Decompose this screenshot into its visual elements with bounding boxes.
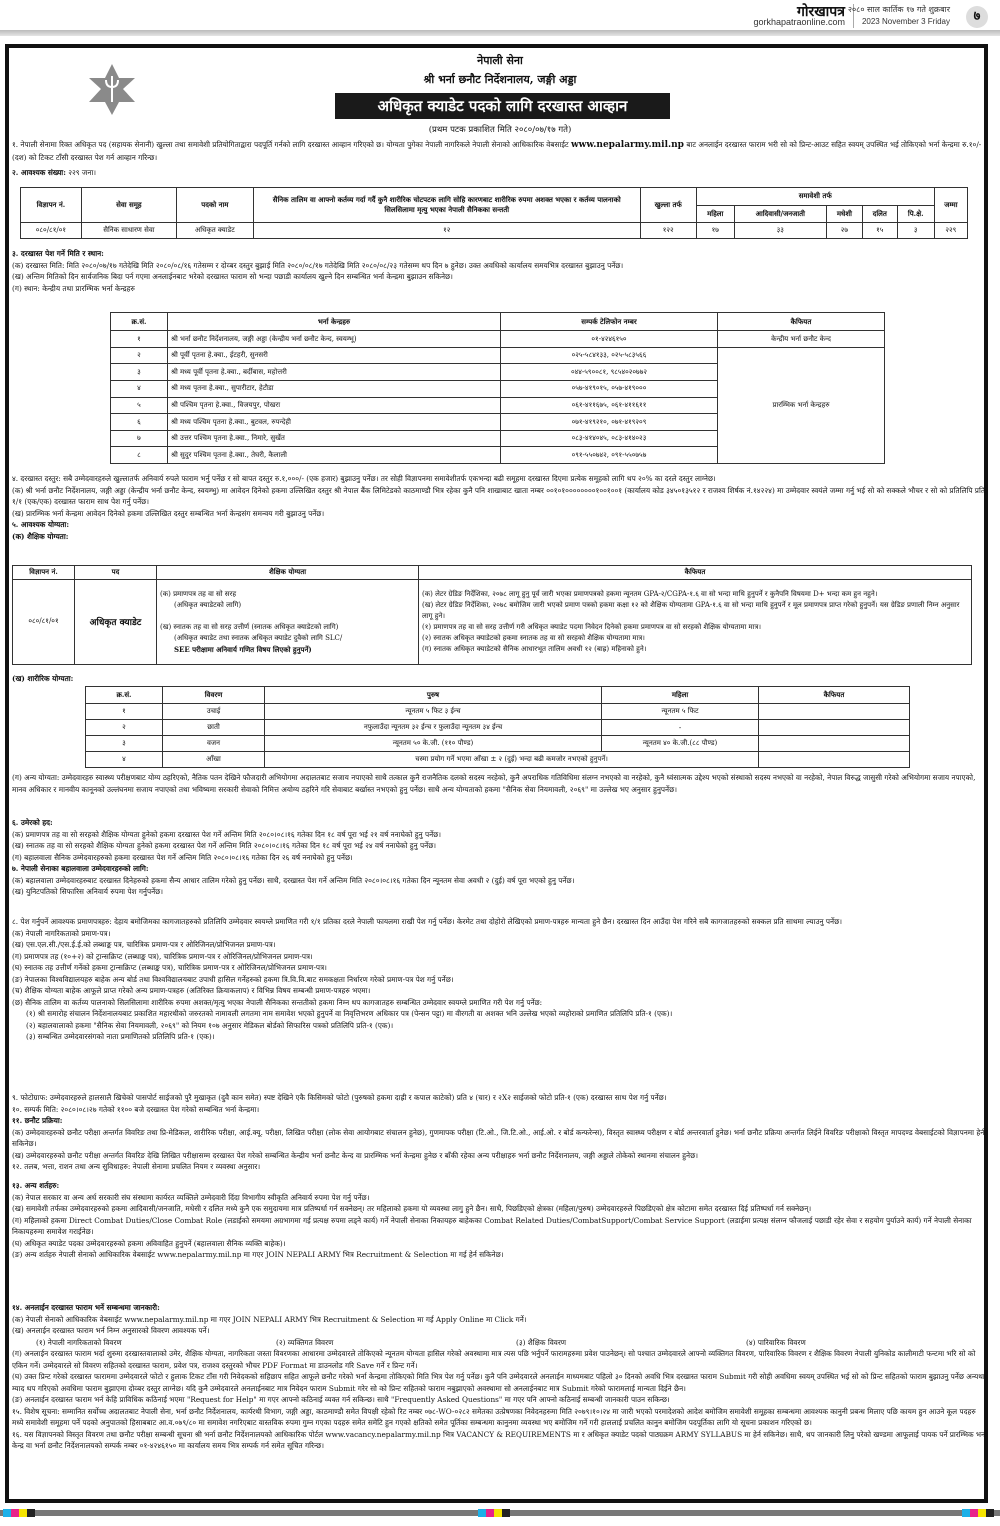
col-header: विवरण (163, 687, 265, 704)
section-2: २. आवश्यक संख्या: २२९ जना। (12, 168, 97, 177)
table-row: ३ श्री मध्य पूर्वी पृतना हे.क्वा., बर्दीबास, महोत्तरी ०४४-५९००८१, ९८५४०२०७७२ (111, 364, 885, 381)
sub-header: दलित (862, 205, 897, 223)
newspaper-url[interactable]: gorkhapatraonline.com (753, 17, 845, 27)
section-5-other: (ग) अन्य योग्यता: उम्मेदवारहरु स्वास्थ्य परीक्षणबाट योग्य ठहरिएको, नैतिक पतन देखिने फौजदारी अभियोगमा अदालतबाट सजाय नपाएको साथै तत्काल कुनै राजनैतिक दलको सदस्य नरहेको, कुनै अपराधिक गतिविधिमा संलग्न नभएको वा नरहेको, कुनै ध्वंसात्मक उद्देश्य भएको संस्थाको सदस्य नभएको वा नरहेको, नेपाल विरुद्ध जासुसी गरेको अभियोगमा सजाय नपाएको, मानव अधिकार र मानवीय कानूनको उल्लंघनमा सजाय नपाएको तथा भविष्यमा सरकारी सेवाको निमित्त अयोग्य ठहरिने गरि सेवाबाट बर्खास्त नभएको हुनु पर्नेछ। साथै अन्य योग्यताको हकमा "सैनिक सेवा नियमावली, २०६९" मा उल्लेख भए अनुसार हुनुपर्नेछ। (12, 773, 976, 794)
sub-header: पि.क्षे. (897, 205, 934, 223)
col-header: समावेशी तर्फ (696, 188, 934, 206)
newspaper-name: गोरखापत्र (797, 4, 845, 20)
color-registration-marks (962, 1509, 994, 1517)
vacancy-table (20, 187, 968, 239)
page-number: ७ (966, 6, 988, 28)
col-header: पदको नाम (177, 188, 254, 223)
table-row: ४ श्री मध्य पृतना हे.क्वा., सुपारीटार, हेटौडा ०५७-४१९०१५, ०५७-४१९००० (111, 381, 885, 398)
col-header: जम्मा (934, 188, 967, 223)
table-row: २ छाती नफुलाउँदा न्यूनतम ३२ ईन्च र फुलाउँदा न्यूनतम ३४ ईन्च - (86, 720, 910, 736)
col-header: खुल्ला तर्फ (640, 188, 696, 223)
section-9-12: ९. फोटोग्राफ: उम्मेदवारहरुले हालसालै खिचेको पासपोर्ट साईजको पुरै मुखाकृत (दुवै कान समेत) स्पष्ट देखिने एकै किसिमको फोटो (पुरुषको हकमा दाह्री र कपाल काटेको) प्रति ४ (चार) र २X२ साईजको फोटो प्रति-१ (एक) दरखास्त साथ पेश गर्नु पर्नेछ। १०. सम्पर्क मिति: २०८०।०८।२७ गतेको ११०० बजे दरखास्त पेश गरेको सम्बन्धित भर्ना केन्द्रमा। ११. छनौट प्रक्रिया: (क) उम्मेदवारहरुको छनौट परीक्षा अन्तर्गत विवरिङ तथा प्रि-मेडिकल, शारीरिक परीक्षा, आई.क्यू. परीक्षा, लिखित परीक्षा (लोक सेवा आयोगबाट संचालन हुनेछ), गुणमापक परीक्षा (टि.ओ., जि.टि.ओ., आई.ओ. र बोर्ड कन्फरेन्स), विस्तृत स्वास्थ्य परीक्षण र बोर्ड अन्तरवार्ता हुनेछ। भर्ना छनौट प्रक्रिया अन्तर्गत लिईने विवरिङ परीक्षाको विस्तृत मापदण्ड वेबसाईटको विज्ञापनमा हेर्न सकिनेछ। (ख) उम्मेदवारहरुको छनौट परीक्षा अन्तर्गत विवरिङ देखि लिखित परीक्षासम्म दरखास्त पेश गरेको सम्बन्धित केन्द्रीय भर्ना छनौट केन्द वा प्रारम्भिक भर्ना केन्द्रमा हुनेछ र बाँकी रहेका अन्य परीक्षाहरु भर्ना छनौट निर्देशनालय, जङ्गी अड्डाले तोकेको स्थानमा संचालन हुनेछ। १२. तलब, भत्ता, राशन तथा अन्य सुविधाहरु: नेपाली सेनामा प्रचलित नियम र व्यवस्था अनुसार। (12, 1093, 985, 1171)
department-name: श्री भर्ना छनौट निर्देशनालय, जङ्गी अड्डा (423, 73, 577, 86)
col-header: विज्ञापन नं. (13, 566, 75, 580)
col-header: सेवा समूह (81, 188, 176, 223)
section-13: १३. अन्य शर्तहरु: (क) नेपाल सरकार वा अन्य अर्ध सरकारी संघ संस्थामा कार्यरत व्यक्तिले उम्मेदवारी दिंदा विभागीय स्वीकृति अनिवार्य रुपमा पेश गर्नु पर्नेछ। (ख) समावेशी तर्फका उम्मेदवारहरुको हकमा आदिवासी/जनजाति, मधेसी र दलित मध्ये कुनै एक समुदायमा मात्र प्रतिष्पर्धा गर्न सक्नेछन्। तर महिलाको हकमा यो व्यवस्था लागु हुने छैन। साथै, पिछडिएको क्षेत्रका (महिला/पुरुष) उम्मेदवारहरुले पिछडिएको क्षेत्र कोटामा समेत दरखास्त दिई प्रतिष्पर्धा गर्न सक्नेछन्। (ग) महिलाको हकमा Direct Combat Duties/Close Combat Role (लडाईको समयमा अग्रभागमा गई प्रत्यक्ष रुपमा लड्ने कार्य) गर्ने नेपाली सेनाका निकायहरु बाहेकका Combat Related Duties/CombatSupport/Combat Service Support (लडाईमा प्रत्यक्ष संलग्न फौजलाई पछाडी रहेर सेवा र सहयोग पुर्याउने कार्य) गर्ने नेपाली सेनाका निकायहरुमा समावेश गराईनेछ। (घ) अधिकृत क्याडेट पदका उम्मेदवारहरुको हकमा अविवाहित हुनुपर्ने (बहालवाला सैनिक व्यक्ति बाहेक)। (ङ) अन्य शर्तहरु नेपाली सेनाको आधिकारिक वेबसाईट www.nepalarmy.mil.np मा गएर JOIN NEPALI ARMY भित्र Recruitment & Selection मा गई हेर्न सकिनेछ। (12, 1181, 972, 1259)
physical-table (85, 686, 910, 768)
website-link[interactable]: www.nepalarmy.mil.np (570, 140, 684, 150)
table-row: ६ श्री मध्य पश्चिम पृतना हे.क्वा., बुटवल, रुपन्देही ०७१-४१९२१०, ०७१-४१९२०९ (111, 414, 885, 431)
col-header: कैफियत (419, 566, 972, 580)
recruitment-centers-table (110, 312, 885, 464)
org-name: नेपाली सेना (477, 54, 523, 67)
table-row: ५ श्री पश्चिम पृतना हे.क्वा., विजयपुर, पोखरा ०६१-४११६७५, ०६१-४११६११ (111, 397, 885, 414)
table-row: ३ वजन न्यूनतम ५० के.जी. (११० पौण्ड) न्यूनतम ४० के.जी.(८८ पौण्ड) (86, 736, 910, 752)
col-header: भर्ना केन्द्रहरु (168, 313, 501, 331)
top-rule (0, 30, 1000, 36)
col-header: क्र.सं. (111, 313, 168, 331)
section-8: ८. पेश गर्नुपर्ने आवश्यक प्रमाणपत्रहरु: देहाय बमोजिमका कागजातहरुको प्रतिलिपि उम्मेदवार स्वयम्ले प्रमाणित गरी १/१ प्रतिका दरले नेपाली फायलमा राखी पेश गर्नु पर्नेछ। केरमेट तथा दोहोरो लेखिएको प्रमाण-पत्रहरु मान्यता हुने छैन। दरखास्त दिन आउँदा पेश गरिने सबै कागजातहरुको सक्कल प्रति साथमा ल्याउनु पर्नेछ। (क) नेपाली नागरिकताको प्रमाण-पत्र। (ख) एस.एल.सी./एस.ई.ई.को लब्धाङ्क पत्र, चारित्रिक प्रमाण-पत्र र ओरिजिनल/प्रोभिजनल प्रमाण-पत्र। (ग) प्रमाणपत्र तह (१०+२) को ट्रान्सक्रिप्ट (लब्धाङ्क पत्र), चारित्रिक प्रमाण-पत्र र ओरिजिनल/प्रोभिजनल प्रमाण-पत्र। (घ) स्नातक तह उत्तीर्ण गर्नेको हकमा ट्रान्सक्रिप्ट (लब्धाङ्क पत्र), चारित्रिक प्रमाण-पत्र र ओरिजिनल/प्रोभिजनल प्रमाण-पत्र। (ङ) नेपालका विश्वविद्यालयहरु बाहेक अन्य बोर्ड तथा विश्वविद्यालयबाट उपाधी हासिल गर्नेहरुको हकमा त्रि.वि.वि.बाट समकक्षता निर्धारण गरेको प्रमाण-पत्र पेश गर्नु पर्नेछ। (च) शैक्षिक योग्यता बाहेक आफूले प्राप्त गरेको अन्य प्रमाण-पत्रहरु (अतिरिक्त क्रियाकलाप) र विभिन्न विषय सम्बन्धी प्रमाण-पत्रहरु भएमा। (छ) सैनिक तालिम वा कर्तव्य पालनाको सिलसिलामा शारीरिक रुपमा अशक्त/मृत्यु भएका नेपाली सैनिकका सन्ततीको हकमा निम्न थप कागजातहरु सम्बन्धित उम्मेदवार स्वयम्ले प्रमाणित गरी पेश गर्नु पर्नेछ: (१) श्री समारोह संचालन निर्देशनालयबाट प्रकाशित महारथीको जरुरतको नामावली लगतमा नाम समावेश भएको हुनुपर्ने वा निवृत्तिभरण अधिकार पत्र (पेन्सन पट्टा) मा वीरगती वा अशक्त भनि उल्लेख भएको व्यहोराको प्रमाणित प्रतिलिपि प्रति-१ (एक)। (२) बहालवालाको हकमा "सैनिक सेवा नियमावली, २०६९" को नियम १०७ अनुसार मेडिकल बोर्डको सिफारिस पत्रको प्रतिलिपि प्रति-१ (एक)। (३) सम्बन्धित उम्मेदवारसंगको नाता प्रमाणितको प्रतिलिपि प्रति-१ (एक)। (12, 917, 842, 1041)
first-published: (प्रथम पटक प्रकाशित मिति २०८०/०७/१७ गते) (428, 125, 572, 135)
col-header: कैफियत (759, 687, 910, 704)
section-4: ४. दरखास्त दस्तुर: सबै उम्मेदवारहरुले खुल्लातर्फ अनिवार्य रुपले फाराम भर्नु पर्नेछ र सो बापत दस्तुर रु.१,०००/- (एक हजार) बुझाउनु पर्नेछ। तर सोही विज्ञापनमा समावेशीतर्फ एकभन्दा बढी समूहमा दरखास्त दिएमा प्रत्येक समूहको लागि थप २०% का दरले दस्तुर लाग्नेछ। (क) श्री भर्ना छनौट निर्देशनालय, जङ्गी अड्डा (केन्द्रीय भर्ना छनौट केन्द, स्वयम्भु) मा आवेदन दिनेको हकमा उल्लिखित दस्तुर श्री नेपाल बैंक लिमिटेडको काठमाण्डौ भित्र रहेका कुनै पनि शाखाबाट खाता नम्बर ००१०१००००००००१००१००१ (कार्यालय कोड ३४५०१३५१२ र राजश्व शिर्षक नं.१४२२४) मा उम्मेदवार स्वयंले जम्मा गर्नु भई सो को सक्कले भौचर र सो को प्रतिलिपि प्रति १/१ (एक/एक) दरखास्त फाराम साथ पेश गर्नु पर्नेछ। (ख) प्रारम्भिक भर्ना केन्द्रमा आवेदन दिनेको हकमा उल्लिखित दस्तुर सम्बन्धित भर्ना केन्द्रसंग समन्वय गरी बुझाउनु पर्नेछ। ५. आवश्यक योग्यता: (क) शैक्षिक योग्यता: (12, 474, 985, 541)
table-row: ८ श्री सुदुर पश्चिम पृतना हे.क्वा., तेघरी, कैलाली ०९१-५५०७४२, ०९१-५५०७५७ (111, 447, 885, 464)
table-row: ४ आँखा चस्मा प्रयोग गर्ने भएमा आँखा ± २ (दुई) भन्दा बढी कमजोर नभएको हुनुपर्ने। (86, 752, 910, 768)
col-header: विज्ञापन नं. (21, 188, 82, 223)
table-row: १ श्री भर्ना छनौट निर्देशनालय, जङ्गी अड्डा (केन्द्रीय भर्ना छनौट केन्द, स्वयम्भू) ०१-४२४६१५० केन्द्रीय भर्ना छनौट केन्द (111, 331, 885, 348)
col-header: महिला (602, 687, 759, 704)
section-6-7: ६. उमेरको हद: (क) प्रमाणपत्र तह वा सो सरहको शैक्षिक योग्यता हुनेको हकमा दरखास्त पेश गर्ने अन्तिम मिति २०८०।०८।१६ गतेका दिन १८ वर्ष पूरा भई २१ वर्ष ननाघेको हुनु पर्नेछ। (ख) स्नातक तह वा सो सरहको शैक्षिक योग्यता हुनेको हकमा दरखास्त पेश गर्ने अन्तिम मिति २०८०।०८।१६ गतेका दिन १८ वर्ष पूरा भई २४ वर्ष ननाघेको हुनु पर्नेछ। (ग) बहालवाला सैनिक उम्मेदवारहरुको हकमा दरखास्त पेश गर्ने अन्तिम मिति २०८०।०८।१६ गतेका दिन २६ वर्ष ननाघेको हुनु पर्नेछ। ७. नेपाली सेनाका बहालवाला उम्मेदवारहरुको लागि: (क) बहालवाला उम्मेदवारहरुबाट दरखास्त दिनेहरुको हकमा सैन्य आधार तालिम गरेको हुनु पर्नेछ। साथै, दरखास्त पेश गर्ने अन्तिम मिति २०८०।०८।१६ गतेका दिन न्यूनतम सेवा अवधी २ (दुई) वर्ष पूरा भएको हुनु पर्नेछ। (ख) युनिटपतिको सिफारिस अनिवार्य रुपमा पेश गर्नुपर्नेछ। (12, 818, 575, 896)
section-3: ३. दरखास्त पेश गर्ने मिति र स्थान: (क) दरखास्त मिति: मिति २०८०/०७/१७ गतेदेखि मिति २०८०/०८/१६ गतेसम्म र दोव्बर दस्तुर बुझाई मिति २०८०/०८/१७ गतेदेखि मिति २०८०/०८/२३ गतेसम्म थप दिन ७ हुनेछ। उक्त अवधिको कार्यालय समयभित्र दरखास्त बुझाउनु पर्नेछ। (ख) अन्तिम मितिको दिन सार्वजनिक बिदा पर्न गएमा अनलाईनबाट भरेको दरखास्त फाराम सो भन्दा पछाडी कार्यालय खुल्ने दिन सम्बन्धित भर्ना केन्द्रमा बुझाउन सकिनेछ। (ग) स्थान: केन्द्रीय तथा प्रारम्भिक भर्ना केन्द्रहरु (12, 249, 624, 293)
education-table (12, 565, 972, 665)
col-header: सम्पर्क टेलिफोन नम्बर (501, 313, 718, 331)
table-row: २ श्री पूर्वी पृतना हे.क्वा., ईटहरी, सुनसरी ०२५-५८४१३३, ०२५-५८३५६६ प्रारम्भिक भर्ना केन्द्रहरु (111, 347, 885, 364)
col-header: शैक्षिक योग्यता (157, 566, 419, 580)
section-1: १. नेपाली सेनामा रिक्त अधिकृत पद (सहायक सेनानी) खुल्ला तथा समावेशी प्रतियोगिताद्वारा पदपूर्ति गर्नको लागि दरखास्त आव्हान गरिएको छ। योग्यता पुगेका नेपाली नागरिकले नेपाली सेनाको आधिकारिक वेबसाईट www.nepalarmy.mil.np बाट अनलाईन दरखास्त फाराम भरी सो को प्रिन्ट-आउट सहित स्वयम् उपस्थित भई तोकिएको भर्ना केन्द्रमा रु.१०/- (दश) को टिकट टाँसी दरखास्त पेश गर्न आव्हान गरिन्छ। (12, 140, 982, 162)
col-header: कैफियत (718, 313, 885, 331)
col-header: पुरुष (265, 687, 602, 704)
col-header: सैनिक तालिम वा आफ्नो कर्तव्य गर्दा गर्दै कुनै शारीरिक चोटपटक लागि सोहि कारणबाट शारीरिक रुपमा अशक्त भएका र कर्तव्य पालनाको सिलसिलामा मृत्यु भएका नेपाली सैनिकका सन्तती (253, 188, 640, 223)
section-14: १४. अनलाईन दरखास्त फाराम भर्ने सम्बन्धमा जानकारी: (क) नेपाली सेनाको आधिकारिक वेबसाईट www.nepalarmy.mil.np मा गएर JOIN NEPALI ARMY भित्र Recruitment & Selection मा गई Apply Online मा Click गर्ने। (ख) अनलाईन दरखास्त फाराम भर्न निम्न अनुसारको विवरण आवश्यक पर्ने। (१) नेपाली नागरिकताको विवरण (२) व्यक्तिगत विवरण (३) शैक्षिक विवरण (४) पारिवारिक विवरण (ग) अनलाईन दरखास्त फाराम भर्दा शुरुमा दरखास्तवालाको उमेर, शैक्षिक योग्यता, नागरिकता जस्ता विवरणका आधारमा उम्मेदवारले तोकिएको न्यूनतम योग्यता हासिल गरेको अवस्थामा मात्र त्यस पछि भर्नुपर्ने फारामहरुमा प्रवेश पाउनेछन्। सो पश्चात उम्मेदवारले आफ्नो व्यक्तिगत विवरण, पारिवारिक विवरण र शैक्षिक विवरण नेपाली युनिकोड कालीमाटी फन्टमा भरि सो को एकिन गर्ने। उम्मेदवारले सो विवरण सहितको दरखास्त फाराम, प्रवेश पत्र, राजश्व दस्तुरको भौचर PDF Format मा डाउनलोड गरि Save गर्ने र प्रिन्ट गर्ने। (घ) उक्त प्रिन्ट गरेको दरखास्त फाराममा उम्मेदवारले फोटो र हुलाक टिकट टाँस गरी निवेदकको सहिछाप सहित आफूले छनौट गरेको भर्ना केन्द्रमा तोकिएको मिति भित्र पेश गर्नु पर्नेछ। कुनै पनि उम्मेदवारले अनलाईन माध्यमबाट पहिलो ३० दिनको अवधि भित्र दरखास्त फाराम Submit गरी सोही अवधिमा स्वयम् उपस्थित भई सो को प्रिन्ट सहितको फाराम बुझाउनु पर्नेछ अन्यथा म्याद थप गरिएको अवधिमा फाराम बुझाएमा दोव्बर दस्तुर लाग्नेछ। यदि कुनै उम्मेदवारले अनलाईनबाट मात्र निवेदन फाराम Submit गरेर सो को प्रिन्ट सहितको फाराम नबुझाएको अवस्थामा सो अनलाईनबाट मात्र Submit गरेको फारामलाई मान्यता दिईने छैन। (ङ) अनलाईन दरखास्त फाराम भर्न केहि प्राविधिक कठिनाई भएमा "Request for Help" मा गएर आफ्नो कठिनाई व्यक्त गर्न सकिन्छ। साथै "Frequently Asked Questions" मा गएर पनि आफ्नो कठिनाई सम्बन्धी जानकारी पाउन सकिन्छ। १५. विशेष सूचना: सम्मानित सर्वोच्च अदालतबाट नेपाली सेना, भर्ना छनौट निर्देशनालय, कार्यरथी विभाग, जङ्गी अड्डा, काठमाण्डौ समेत विपक्षी रहेको रिट नम्बर ०७८-WO-०२८२ समेतका उत्प्रेषणका निवेदनहरुमा मिति २०७९।१०।२४ मा जारी भएको परमादेशको आदेश बमोजिम समावेशी समूहका सम्बन्धमा आवश्यक कानुनी प्रबन्ध मिलाए पछि कायम हुन आउने कूल पदहरु मध्ये समावेशी समूहमा पर्ने पदको अनुपातको हिसाबबाट आ.व.०७९/८० मा समावेश नगरिएबाट वास्तविक रुपमा गुम्न गएका पदहरु समेत समेटि हुन गएको क्षतिको समेत पूर्तिका सम्बन्धमा कानुनमा व्यवस्था भए बमोजिम गर्ने गरी हाललाई प्रचलित कानुन बमोजिम पदपूर्तिका लागि यो सूचना प्रकाशन गरिएको छ। १६. यस विज्ञापनको विस्तृत विवरण तथा छनौट परीक्षा सम्बन्धी सूचना श्री भर्ना छनौट निर्देशनालयको आधिकारिक पोर्टल www.vacancy.nepalarmy.mil.np भित्र VACANCY & REQUIREMENTS मा र अधिकृत क्याडेट पदको पाठ्यक्रम ARMY SYLLABUS मा हेर्न सकिनेछ। साथै, थप जानकारी लिनु परेको खण्डमा आफूलाई पायक पर्ने प्रारम्भिक भर्ना केन्द्र वा भर्ना छनौट निर्देशनालयको सम्पर्क नम्बर ०१-४२४६१५० मा कार्यालय समय भित्र सम्पर्क गर्न समेत सूचित गरिन्छ। (12, 1303, 987, 1450)
sub-header: आदिवासी/जनजाती (734, 205, 826, 223)
masthead (0, 0, 1000, 30)
table-row: ७ श्री उत्तर पश्चिम पृतना हे.क्वा., निमारे, सुर्खेत ०८३-४१४०४५, ०८३-४१४०२३ (111, 430, 885, 447)
color-registration-marks (478, 1509, 510, 1517)
color-registration-marks (3, 1509, 35, 1517)
table-row: १ उचाई न्यूनतम ५ फिट ३ ईन्च न्यूनतम ५ फिट (86, 704, 910, 720)
nepal-army-emblem-icon (85, 62, 139, 116)
date-english: 2023 November 3 Friday (861, 17, 950, 26)
sub-header: महिला (696, 205, 734, 223)
table-row: ०८०/८१/०१ अधिकृत क्याडेट (क) प्रमाणपत्र तह वा सो सरह (अधिकृत क्याडेटको लागि) (ख) स्नातक तह वा सो सरह उत्तीर्ण (स्नातक अधिकृत क्याडेटको लागि) (अधिकृत क्याडेट तथा स्नातक अधिकृत क्याडेट दुवैको लागि SLC/ SEE परीक्षामा अनिवार्य गणित विषय लिएको हुनुपर्ने) (क) लेटर ग्रेडिङ निर्देशिका, २०७८ लागू हुनु पूर्व जारी भएका प्रमाणपत्रको हकमा न्यूनतम GPA-२/CGPA-१.६ वा सो भन्दा माथि हुनुपर्ने र कुनैपनि विषयमा D+ भन्दा कम हुन नहुने। (ख) लेटर ग्रेडिङ निर्देशिका, २०७८ बमोजिम जारी भएको प्रमाण पत्रको हकमा कक्षा १२ को शैक्षिक योग्यतामा GPA-१.६ वा सो भन्दा माथि हुनुपर्ने र मूल प्रमाणपत्र प्राप्त गरेको हुनुपर्ने। यस ग्रेडिङ प्रणाली निम्न अनुसार लागू हुने। (१) प्रमाणपत्र तह वा सो सरह उत्तीर्ण गरी अधिकृत क्याडेट पदमा निवेदन दिनेको हकमा प्रमाणपत्र वा सो सरहको शैक्षिक योग्यतामा मात्र। (२) स्नातक अधिकृत क्याडेटको हकमा स्नातक तह वा सो सरहको शैक्षिक योग्यतामा मात्र। (ग) स्नातक अधिकृत क्याडेटको सैनिक आधारभूत तालिम अवधी १२ (बाह्र) महिनाको हुने। (13, 579, 972, 664)
col-header: पद (75, 566, 157, 580)
notice-title: अधिकृत क्याडेट पदको लागि दरखास्त आव्हान (335, 93, 670, 119)
physical-label: (ख) शारीरिक योग्यता: (12, 674, 74, 683)
date-nepali: २०८० साल कार्तिक १७ गते शुक्रबार (847, 5, 950, 14)
table-row: ०८०/८१/०१ सैनिक साधारण सेवा अधिकृत क्याडेट १२ १२२ १७ ३३ २७ १५ ३ २२९ (21, 223, 968, 239)
col-header: क्र.सं. (86, 687, 163, 704)
sub-header: मधेशी (826, 205, 862, 223)
